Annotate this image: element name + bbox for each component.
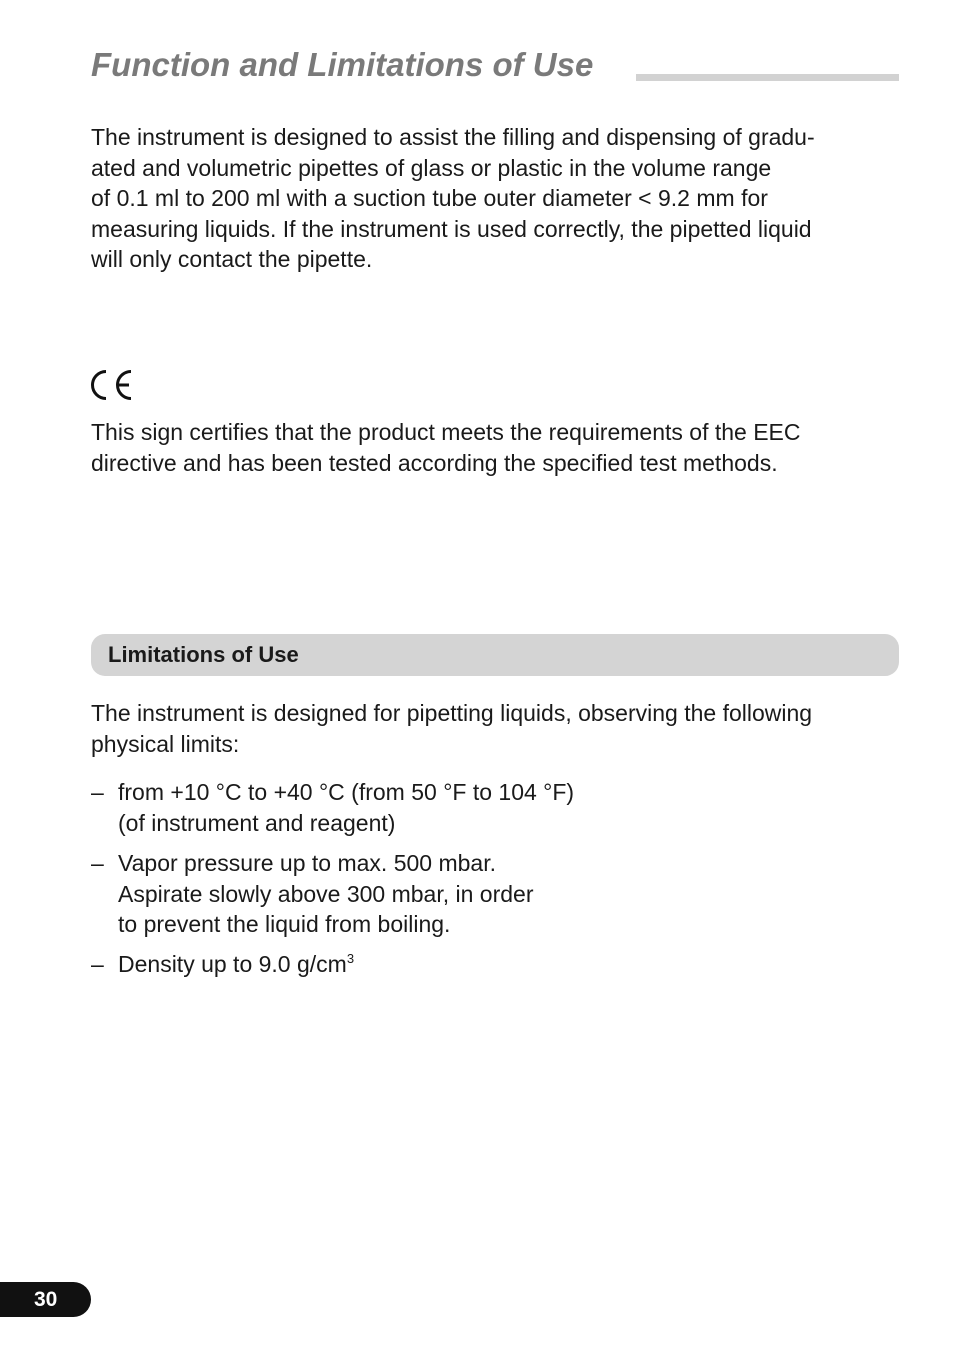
limitations-intro-line: The instrument is designed for pipetting liquids, observing the following: [91, 700, 813, 726]
list-item-line: Aspirate slowly above 300 mbar, in order: [118, 880, 534, 907]
section-title: Limitations of Use: [108, 642, 299, 667]
title-rule: [636, 74, 899, 81]
limitations-intro-line: physical limits:: [91, 730, 240, 757]
ce-line: This sign certifies that the product meets the requirements of the EEC: [91, 419, 801, 445]
dash-bullet: –: [91, 850, 104, 876]
list-item-line: Density up to 9.0 g/cm: [118, 951, 347, 977]
ce-line: directive and has been tested according the specified test methods.: [91, 449, 778, 476]
intro-line: of 0.1 ml to 200 ml with a suction tube outer diameter < 9.2 mm for: [91, 185, 768, 212]
intro-line: ated and volumetric pipettes of glass or plastic in the volume range: [91, 154, 772, 181]
dash-bullet: –: [91, 951, 104, 977]
ce-paragraph: [91, 417, 891, 478]
dash-bullet: –: [91, 779, 104, 805]
intro-line: measuring liquids. If the instrument is used correctly, the pipetted liquid: [91, 215, 812, 242]
intro-line: will only contact the pipette.: [91, 246, 373, 273]
page-title: Function and Limitations of Use: [91, 46, 594, 83]
intro-line: The instrument is designed to assist the filling and dispensing of gradu-: [91, 124, 815, 150]
superscript: 3: [346, 951, 355, 966]
list-item-line: Vapor pressure up to max. 500 mbar.: [118, 850, 496, 876]
list-item-text: [118, 848, 534, 940]
section-header-limitations: [91, 634, 899, 676]
limitations-intro: [91, 698, 891, 759]
list-item-text: [118, 777, 574, 838]
list-item-line: (of instrument and reagent): [118, 809, 396, 836]
list-item-line: from +10 °C to +40 °C (from 50 °F to 104 °F): [118, 779, 575, 805]
list-item-line: to prevent the liquid from boiling.: [118, 911, 451, 938]
ce-mark-icon: [90, 369, 134, 401]
page-number: 30: [34, 1288, 58, 1311]
page-number-tab: [0, 1282, 91, 1317]
intro-paragraph: [91, 122, 891, 275]
list-item-text: [118, 949, 354, 980]
